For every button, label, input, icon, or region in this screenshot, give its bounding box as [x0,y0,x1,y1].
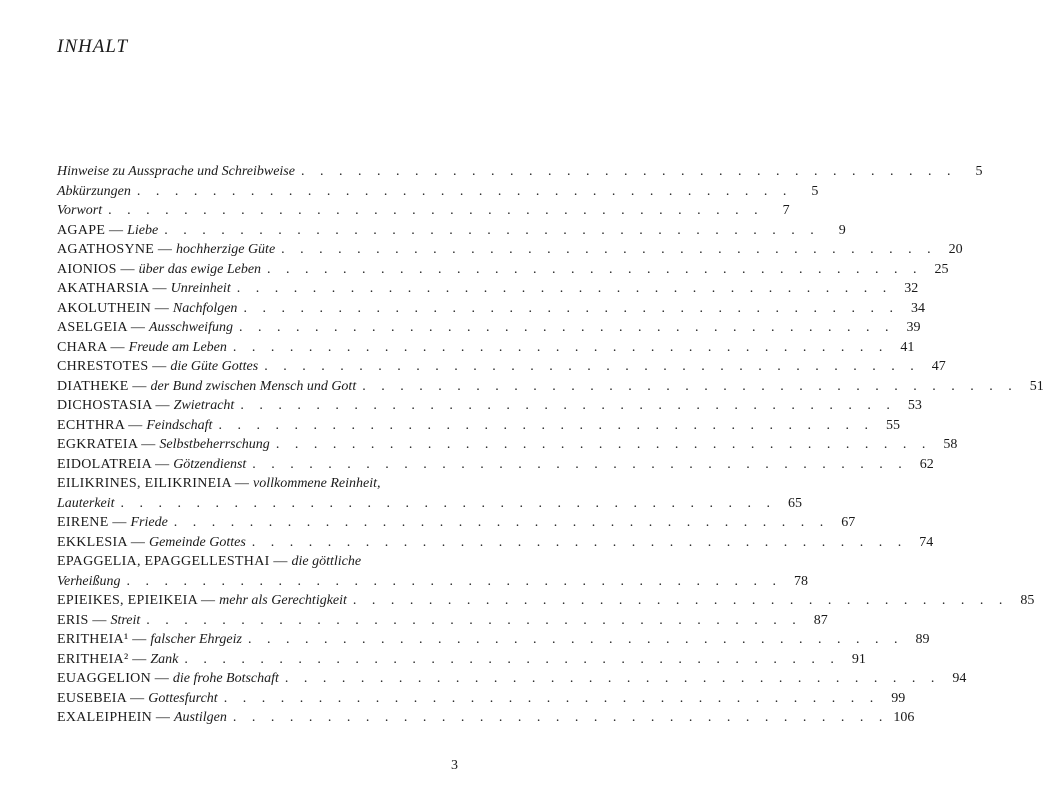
toc-dot-leader: . . . . . . . . . . . . . . . . . . . . . . . . . . . . . . . . . . . [300,164,957,179]
toc-entry-page: 91 [851,651,866,667]
toc-entry-title [57,262,261,278]
toc-entry-description: der Bund zwischen Mensch und Gott [150,378,357,394]
toc-entry-title [57,476,381,492]
toc-entry-title [57,301,237,317]
page-number: 3 [451,758,458,773]
toc-entry-title [57,593,347,609]
toc-entry [57,242,963,262]
toc-entry-page: 5 [975,164,983,179]
toc-entry-title [57,535,246,551]
toc-entry-page: 94 [952,671,967,686]
toc-entry [57,417,900,438]
toc-entry [57,593,1035,613]
toc-entry-description: Streit [110,612,141,628]
toc-entry-title [57,671,279,687]
toc-entry-description: Gemeinde Gottes [148,534,246,550]
toc-entry [57,378,1044,399]
page-heading: INHALT [57,36,129,57]
toc-dot-leader: . . . . . . . . . . . . . . . . . . . . . . . . . . . . . . . . . . . [251,534,908,550]
toc-entry-title [57,710,227,726]
toc-entry-keyword: DIATHEKE — [57,378,151,394]
toc-dot-leader: . . . . . . . . . . . . . . . . . . . . . . . . . . . . . . . . . . . [146,612,802,628]
toc-entry [57,651,866,672]
toc-entry-title [57,437,270,453]
toc-entry-title [57,242,275,258]
toc-entry-page: 39 [906,320,921,335]
toc-entry-page: 55 [885,417,900,433]
toc-entry-page: 25 [934,261,949,277]
toc-entry-continuation [57,573,809,594]
toc-dot-leader: . . . . . . . . . . . . . . . . . . . . . . . . . . . . . . . . . . . [223,690,880,706]
toc-entry-description: Hinweise zu Aussprache und Schreibweise [57,164,295,179]
toc-entry-title [57,652,178,668]
toc-entry-description-continued: Verheißung [57,573,121,589]
toc-entry-keyword: DICHOSTASIA — [57,398,174,413]
toc-entry-description: Selbstbeherrschung [159,437,270,452]
toc-entry-keyword: EIDOLATREIA — [57,456,174,472]
toc-entry-page: 106 [893,710,915,725]
toc-dot-leader: . . . . . . . . . . . . . . . . . . . . . . . . . . . . . . . . . . . [120,495,777,511]
toc-entry-description: Götzendienst [173,456,247,472]
toc-entry-keyword: EUSEBEIA — [57,690,149,706]
toc-entry-title [57,164,295,180]
toc-entry-description: vollkommene Reinheit, [253,476,381,491]
toc-entry-keyword: AKOLUTHEIN — [57,300,173,316]
toc-entry-title [57,418,212,434]
toc-entry-description: Abkürzungen [57,183,131,199]
toc-entry-title [57,340,227,356]
toc-entry-title [57,496,115,512]
toc-dot-leader: . . . . . . . . . . . . . . . . . . . . . . . . . . . . . . . . . . . [252,456,908,472]
toc-entry-title [57,281,231,297]
toc-entry-description: Gottesfurcht [148,690,218,706]
toc-dot-leader: . . . . . . . . . . . . . . . . . . . . . . . . . . . . . . . . . . . [240,398,896,413]
toc-dot-leader: . . . . . . . . . . . . . . . . . . . . . . . . . . . . . . . . . . . [164,222,820,238]
toc-entry-keyword: EILIKRINES, EILIKRINEIA — [57,476,253,491]
toc-entry-keyword: AGAPE — [57,222,128,238]
toc-dot-leader: . . . . . . . . . . . . . . . . . . . . . . . . . . . . . . . . . . . [243,300,899,316]
toc-entry [57,261,949,282]
toc-entry-description: Liebe [127,222,159,238]
toc-entry-keyword: ASELGEIA — [57,320,149,335]
toc-entry-page: 34 [910,300,925,316]
toc-entry-description: Zwietracht [173,398,235,413]
toc-dot-leader: . . . . . . . . . . . . . . . . . . . . . . . . . . . . . . . . . . . [218,417,874,433]
toc-entry-description: Zank [150,651,179,667]
toc-entry-keyword: EGKRATEIA — [57,437,160,452]
toc-entry [57,320,921,340]
toc-entry-title [57,184,131,200]
toc-dot-leader: . . . . . . . . . . . . . . . . . . . . . . . . . . . . . . . . . . . [275,437,932,452]
toc-entry-page: 62 [919,456,934,472]
toc-entry [57,671,967,691]
toc-entry-page: 7 [782,203,790,218]
toc-dot-leader: . . . . . . . . . . . . . . . . . . . . . . . . . . . . . . . . . . . [232,339,889,355]
toc-entry-page: 32 [904,281,919,296]
toc-entry-description: hochherzige Güte [176,242,276,257]
toc-entry-description: Ausschweifung [148,320,233,335]
toc-dot-leader: . . . . . . . . . . . . . . . . . . . . . . . . . . . . . . . . . . . [238,320,895,335]
toc-dot-leader: . . . . . . . . . . . . . . . . . . . . . . . . . . . . . . . . . . . [281,242,937,257]
toc-entry-keyword: ERITHEIA¹ — [57,632,151,647]
toc-dot-leader: . . . . . . . . . . . . . . . . . . . . . . . . . . . . . . . . . . . [126,573,783,589]
toc-entry-description: über das ewige Leben [138,261,262,277]
toc-entry-keyword: AGATHOSYNE — [57,242,177,257]
toc-entry-page: 65 [788,495,803,511]
toc-dot-leader: . . . . . . . . . . . . . . . . . . . . . . . . . . . . . . . . . . . [136,183,793,199]
toc-entry [57,203,790,223]
toc-entry-title [57,320,233,336]
toc-entry [57,339,915,360]
toc-entry [57,515,856,535]
toc-dot-leader: . . . . . . . . . . . . . . . . . . . . . . . . . . . . . . . . . . . [173,515,830,530]
toc-entry-keyword: ECHTHRA — [57,417,147,433]
toc-entry-keyword: ERITHEIA² — [57,651,151,667]
toc-entry-page: 5 [811,183,819,199]
toc-dot-leader: . . . . . . . . . . . . . . . . . . . . . . . . . . . . . . . . . . . [236,281,893,296]
toc-entry-title [57,515,168,531]
toc-entry-title [57,398,234,414]
toc-entry-keyword: AKATHARSIA — [57,281,171,296]
toc-dot-leader: . . . . . . . . . . . . . . . . . . . . . . . . . . . . . . . . . . . [108,203,764,218]
toc-entry [57,690,906,711]
toc-entry-description: Unreinheit [170,281,231,296]
toc-entry-page: 78 [794,573,809,589]
toc-entry [57,281,919,301]
toc-entry-page: 87 [813,612,828,628]
toc-entry-page: 99 [891,690,906,706]
toc-entry-description: mehr als Gerechtigkeit [219,593,347,608]
toc-entry [57,164,983,184]
toc-dot-leader: . . . . . . . . . . . . . . . . . . . . . . . . . . . . . . . . . . . [232,710,889,725]
toc-entry-keyword: CHRESTOTES — [57,359,171,374]
toc-entry-keyword: ERIS — [57,612,111,628]
toc-dot-leader: . . . . . . . . . . . . . . . . . . . . . . . . . . . . . . . . . . . [267,261,923,277]
toc-entry-keyword: EXALEIPHEIN — [57,710,174,725]
toc-entry [57,183,819,204]
toc-entry-description: Freude am Leben [128,339,227,355]
toc-entry-title [57,691,218,707]
toc-dot-leader: . . . . . . . . . . . . . . . . . . . . . . . . . . . . . . . . . . . [264,359,920,374]
toc-entry-page: 47 [931,359,946,374]
toc-entry-page: 58 [943,437,958,452]
toc-entry-page: 9 [838,222,846,238]
toc-entry-page: 41 [900,339,915,355]
toc-entry-keyword: EUAGGELION — [57,671,173,686]
toc-entry-title [57,632,242,648]
toc-entry-page: 67 [841,515,856,530]
toc-entry-title [57,457,246,473]
toc-entry-keyword: EKKLESIA — [57,534,149,550]
toc-entry [57,437,958,457]
toc-entry-description: Friede [130,515,168,530]
table-of-contents [57,164,1044,730]
toc-dot-leader: . . . . . . . . . . . . . . . . . . . . . . . . . . . . . . . . . . . [184,651,840,667]
toc-entry [57,554,459,574]
toc-entry-title [57,379,356,395]
toc-entry [57,222,846,243]
toc-entry [57,398,922,418]
toc-dot-leader: . . . . . . . . . . . . . . . . . . . . . . . . . . . . . . . . . . . [284,671,941,686]
toc-entry-page: 89 [915,632,930,647]
toc-dot-leader: . . . . . . . . . . . . . . . . . . . . . . . . . . . . . . . . . . . [362,378,1018,394]
toc-entry-description: Nachfolgen [172,300,238,316]
toc-entry [57,476,459,496]
toc-entry-keyword: EPAGGELIA, EPAGGELLESTHAI — [57,554,292,569]
toc-entry-title [57,223,158,239]
toc-entry-title [57,574,121,590]
toc-entry-keyword: EPIEIKES, EPIEIKEIA — [57,593,220,608]
toc-entry [57,632,930,652]
toc-entry [57,359,946,379]
toc-entry-description: falscher Ehrgeiz [150,632,242,647]
toc-entry [57,710,915,730]
toc-entry-page: 51 [1029,378,1044,394]
toc-entry-page: 74 [919,534,934,550]
toc-entry-page: 20 [948,242,963,257]
toc-entry-keyword: CHARA — [57,339,129,355]
toc-entry-description: Vorwort [57,203,103,218]
toc-entry-keyword: EIRENE — [57,515,131,530]
toc-dot-leader: . . . . . . . . . . . . . . . . . . . . . . . . . . . . . . . . . . . [247,632,904,647]
toc-entry-description: die frohe Botschaft [172,671,279,686]
toc-entry-description: Austilgen [173,710,227,725]
toc-entry-description-continued: Lauterkeit [57,495,115,511]
toc-entry-title [57,203,102,219]
toc-entry-title [57,554,361,570]
toc-entry [57,456,934,477]
toc-entry-continuation [57,495,803,516]
toc-entry-title [57,359,258,375]
toc-entry-keyword: AIONIOS — [57,261,139,277]
toc-entry [57,612,828,633]
toc-entry [57,534,934,555]
toc-entry [57,300,925,321]
toc-entry-description: die Güte Gottes [170,359,259,374]
toc-entry-title [57,613,140,629]
toc-entry-description: Feindschaft [146,417,213,433]
toc-dot-leader: . . . . . . . . . . . . . . . . . . . . . . . . . . . . . . . . . . . [352,593,1009,608]
toc-entry-description: die göttliche [291,554,362,569]
toc-entry-page: 53 [907,398,922,413]
toc-entry-page: 85 [1020,593,1035,608]
